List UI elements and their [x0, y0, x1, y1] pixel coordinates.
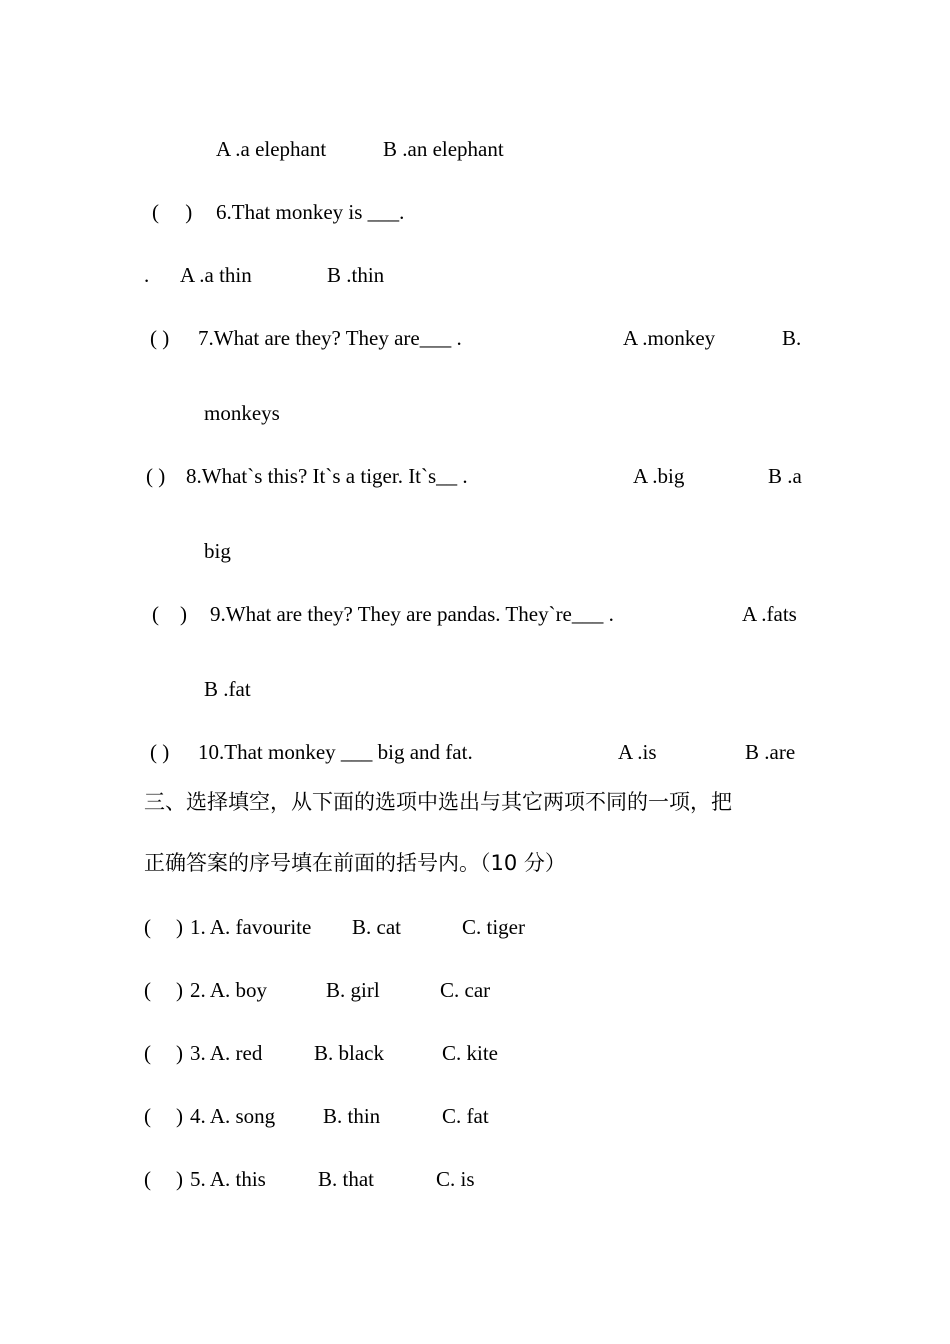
answer-paren-close: ) — [176, 1104, 183, 1128]
option-b: B. cat — [352, 915, 401, 939]
answer-paren-open: ( — [144, 1041, 151, 1065]
option-a: A .monkey — [623, 326, 716, 350]
question-text: 8.What`s this? It`s a tiger. It`s__ . — [186, 464, 468, 488]
option-b-continued: monkeys — [204, 401, 280, 425]
option-b: B .are — [745, 740, 796, 764]
option-b: B .a — [768, 464, 802, 488]
option-a: 4. A. song — [190, 1104, 276, 1128]
option-a: A .fats — [742, 602, 797, 626]
option-a: 5. A. this — [190, 1167, 266, 1191]
answer-paren: ( ) — [152, 200, 193, 224]
option-c: C. kite — [442, 1041, 498, 1065]
answer-paren: ( ) — [150, 326, 170, 350]
option-a: 2. A. boy — [190, 978, 268, 1002]
option-b: B. — [782, 326, 802, 350]
option-b: B. that — [318, 1167, 374, 1191]
answer-paren: ( ) — [150, 740, 170, 764]
option-c: C. tiger — [462, 915, 525, 939]
option-b: B .an elephant — [383, 137, 504, 161]
answer-paren-close: ) — [176, 1167, 183, 1191]
option-a: A .a thin — [180, 263, 252, 287]
question-text: 9.What are they? They are pandas. They`re___ . — [210, 602, 614, 626]
section-heading-continued: 正确答案的序号填在前面的括号内。（10 分） — [144, 851, 566, 875]
question-text: 7.What are they? They are___ . — [198, 326, 462, 350]
answer-paren-open: ( — [144, 978, 151, 1002]
answer-paren-open: ( — [144, 1104, 151, 1128]
answer-paren-close: ) — [176, 915, 183, 939]
answer-paren-close: ) — [176, 1041, 183, 1065]
option-a: A .big — [633, 464, 685, 488]
answer-paren-close: ) — [176, 978, 183, 1002]
question-text: 10.That monkey ___ big and fat. — [198, 740, 473, 764]
answer-paren-open: ( — [144, 915, 151, 939]
option-a: A .is — [618, 740, 657, 764]
option-b: B. girl — [326, 978, 380, 1002]
option-c: C. car — [440, 978, 491, 1002]
option-c: C. fat — [442, 1104, 489, 1128]
option-c: C. is — [436, 1167, 475, 1191]
question-text: 6.That monkey is ___. — [216, 200, 405, 224]
option-b: B. black — [314, 1041, 384, 1065]
section-heading: 三、选择填空，从下面的选项中选出与其它两项不同的一项，把 — [144, 790, 732, 814]
answer-paren-open: ( — [144, 1167, 151, 1191]
option-a: 3. A. red — [190, 1041, 263, 1065]
option-b-continued: big — [204, 539, 231, 563]
answer-paren: ( ) — [146, 464, 166, 488]
option-b: B .fat — [204, 677, 251, 701]
option-a: 1. A. favourite — [190, 915, 312, 939]
answer-paren: ( ) — [152, 602, 187, 626]
option-b: B. thin — [323, 1104, 381, 1128]
option-b: B .thin — [327, 263, 385, 287]
option-a: A .a elephant — [216, 137, 327, 161]
leading-dot: . — [144, 263, 150, 287]
